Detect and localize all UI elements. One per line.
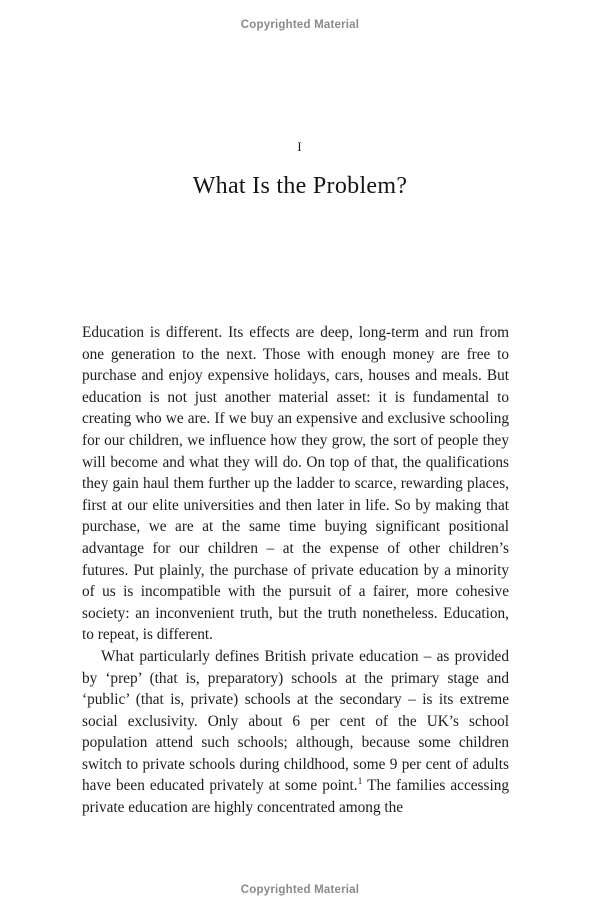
body-paragraph-2 <box>82 646 509 819</box>
paragraph-2-text-after-footnote: The families accessing private education are highly concentrated among the <box>82 777 509 817</box>
paragraph-2-text-before-footnote: What particularly defines British private education – as provided by ‘prep’ (that is, preparatory) schools at the primary stage and ‘public’ (that is, private) schools at the secondary – is its extreme social exclusivity. Only about 6 per cent of the UK’s school population attend such schools; although, because some children switch to private schools during childhood, some 9 per cent of adults have been educated privately at some point. <box>82 647 509 795</box>
body-paragraph-1: Education is different. Its effects are deep, long-term and run from one generation to the next. Those with enough money are free to purchase and enjoy expensive holidays, cars, houses and meals. But education is not just another material asset: it is fundamental to creating who we are. If we buy an expensive and exclusive schooling for our children, we influence how they grow, the sort of people they will become and what they will do. On top of that, the qualifications they gain haul them further up the ladder to scarce, rewarding places, first at our elite universities and then later in life. So by making that purchase, we are at the same time buying significant positional advantage for our children – at the expense of other children’s futures. Put plainly, the purchase of private education by a minority of us is incompatible with the pursuit of a fairer, more cohesive society: an inconvenient truth, but the truth nonetheless. Education, to repeat, is different. <box>82 324 509 644</box>
copyright-watermark-top: Copyrighted Material <box>240 19 360 31</box>
copyright-watermark-bottom: Copyrighted Material <box>240 884 360 896</box>
page-title: What Is the Problem? <box>192 173 408 199</box>
body-text-column <box>82 322 509 819</box>
footnote-reference: 1 <box>357 777 363 788</box>
chapter-number: I <box>297 140 303 154</box>
